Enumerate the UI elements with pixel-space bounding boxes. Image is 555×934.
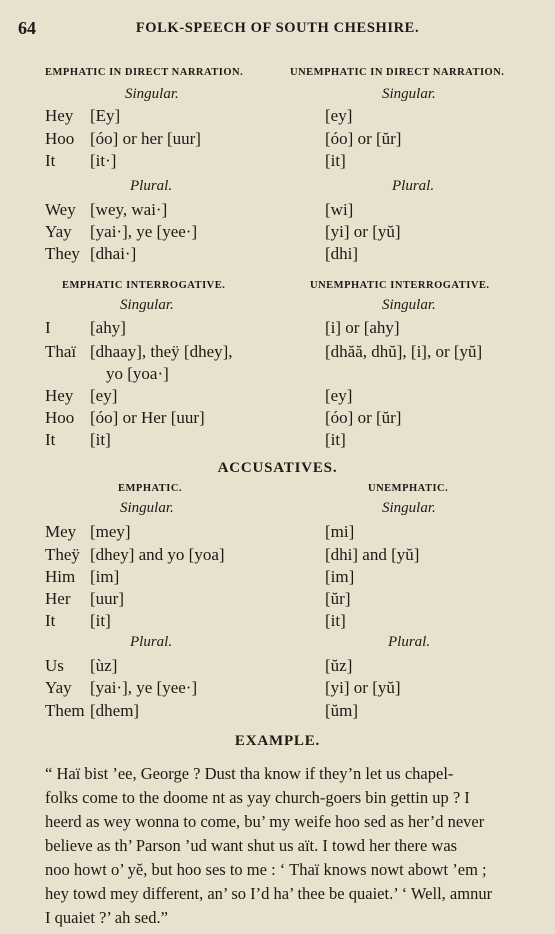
unemphatic-form: [it] [325,151,346,170]
emphatic-form: [dhai·] [90,244,137,263]
emphatic-form: [yai·], ye [yee·] [90,678,198,697]
page-number: 64 [18,18,36,38]
pronoun-word: It [45,430,56,449]
emphatic-form: [uur] [90,589,124,608]
accusatives-plural-right: Plural. [388,634,431,650]
direct-plural-left: Plural. [130,178,173,194]
unemphatic-form: [yi] or [yŭ] [325,678,401,697]
emphatic-form: [it] [90,611,111,630]
unemphatic-form: [mi] [325,522,355,541]
unemphatic-form: [óo] or [ŭr] [325,129,402,148]
emphatic-form: [im] [90,567,120,586]
pronoun-word: Him [45,567,76,586]
pronoun-word: Theÿ [45,545,80,564]
pronoun-word: I [45,318,51,337]
unemphatic-form: [ŭz] [325,656,353,675]
pronoun-word: It [45,151,56,170]
accusatives-plural-left: Plural. [130,634,173,650]
example-line: folks come to the doome nt as yay church-goers bin gettin up ? I [45,788,470,807]
pronoun-word: Her [45,589,71,608]
emphatic-form: [ahy] [90,318,126,337]
page-header [18,18,537,40]
pronoun-word: Yay [45,678,72,697]
unemphatic-form: [dhi] [325,244,359,263]
direct-singular-right: Singular. [382,86,436,102]
unemphatic-form: [ey] [325,106,353,125]
unemphatic-form: [ey] [325,386,353,405]
example-line: believe as th’ Parson ’ud want shut us aït. I towd her there was [45,836,458,855]
emphatic-form: [ey] [90,386,118,405]
pronoun-word: Yay [45,222,72,241]
emphatic-form: [óo] or Her [uur] [90,408,205,427]
pronoun-word: Hoo [45,129,75,148]
pronoun-word: Wey [45,200,76,219]
pronoun-word: Them [45,701,85,720]
emphatic-form: [it] [90,430,111,449]
example-heading: EXAMPLE. [234,733,321,749]
emphatic-form: [Ey] [90,106,121,125]
unemphatic-direct-title: UNEMPHATIC IN DIRECT NARRATION. [290,67,505,78]
unemphatic-form: [wi] [325,200,354,219]
accusatives-singular-right: Singular. [382,500,436,516]
pronoun-word: It [45,611,56,630]
emphatic-form: [dhey] and yo [yoa] [90,545,225,564]
unemphatic-interrogative-title: UNEMPHATIC INTERROGATIVE. [310,280,490,291]
pronoun-word: Thaï [45,342,77,361]
unemphatic-form: [yi] or [yŭ] [325,222,401,241]
accusatives-unemphatic-title: UNEMPHATIC. [368,483,449,494]
unemphatic-form: [dhăă, dhŭ], [i], or [yŭ] [325,342,483,361]
running-head: FOLK-SPEECH OF SOUTH CHESHIRE. [135,20,420,36]
unemphatic-form: [it] [325,430,346,449]
pronoun-word: Hey [45,386,74,405]
unemphatic-form: [ŭm] [325,701,359,720]
pronoun-word: Hey [45,106,74,125]
emphatic-form: [yai·], ye [yee·] [90,222,198,241]
pronoun-word: Us [45,656,64,675]
example-line: hey towd mey different, an’ so I’d ha’ thee be quaiet.’ ‘ Well, amnur [45,884,493,903]
interrogative-singular-right: Singular. [382,297,436,313]
pronoun-word: They [45,244,80,263]
emphatic-interrogative-title: EMPHATIC INTERROGATIVE. [62,280,226,291]
emphatic-form: [dhaay], theÿ [dhey], [90,342,233,361]
example-line: I quaiet ?’ ah sed.” [45,908,168,927]
emphatic-form: [mey] [90,522,131,541]
emphatic-direct-title: EMPHATIC IN DIRECT NARRATION. [45,67,244,78]
emphatic-form: [óo] or her [uur] [90,129,201,148]
example-line: heerd as wey wonna to come, bu’ my weife hoo sed as her’d never [45,812,485,831]
unemphatic-form: [i] or [ahy] [325,318,400,337]
unemphatic-form: [im] [325,567,355,586]
emphatic-form: [ùz] [90,656,118,675]
emphatic-form: [wey, wai·] [90,200,168,219]
accusatives-singular-left: Singular. [120,500,174,516]
accusatives-heading: ACCUSATIVES. [217,460,338,476]
emphatic-form-continued: yo [yoa·] [106,364,169,383]
unemphatic-form: [dhi] and [yŭ] [325,545,420,564]
accusatives-emphatic-title: EMPHATIC. [118,483,183,494]
emphatic-form: [dhem] [90,701,140,720]
unemphatic-form: [óo] or [ŭr] [325,408,402,427]
direct-singular-left: Singular. [125,86,179,102]
unemphatic-form: [ŭr] [325,589,351,608]
example-paragraph [45,762,537,930]
unemphatic-form: [it] [325,611,346,630]
pronoun-word: Mey [45,522,77,541]
pronoun-word: Hoo [45,408,75,427]
example-line: “ Haï bist ’ee, George ? Dust tha know if they’n let us chapel- [45,764,454,783]
interrogative-singular-left: Singular. [120,297,174,313]
direct-plural-right: Plural. [392,178,435,194]
emphatic-form: [it·] [90,151,117,170]
example-line: noo howt o’ yĕ, but hoo ses to me : ‘ Thaï knows nowt abowt ’em ; [45,860,487,879]
